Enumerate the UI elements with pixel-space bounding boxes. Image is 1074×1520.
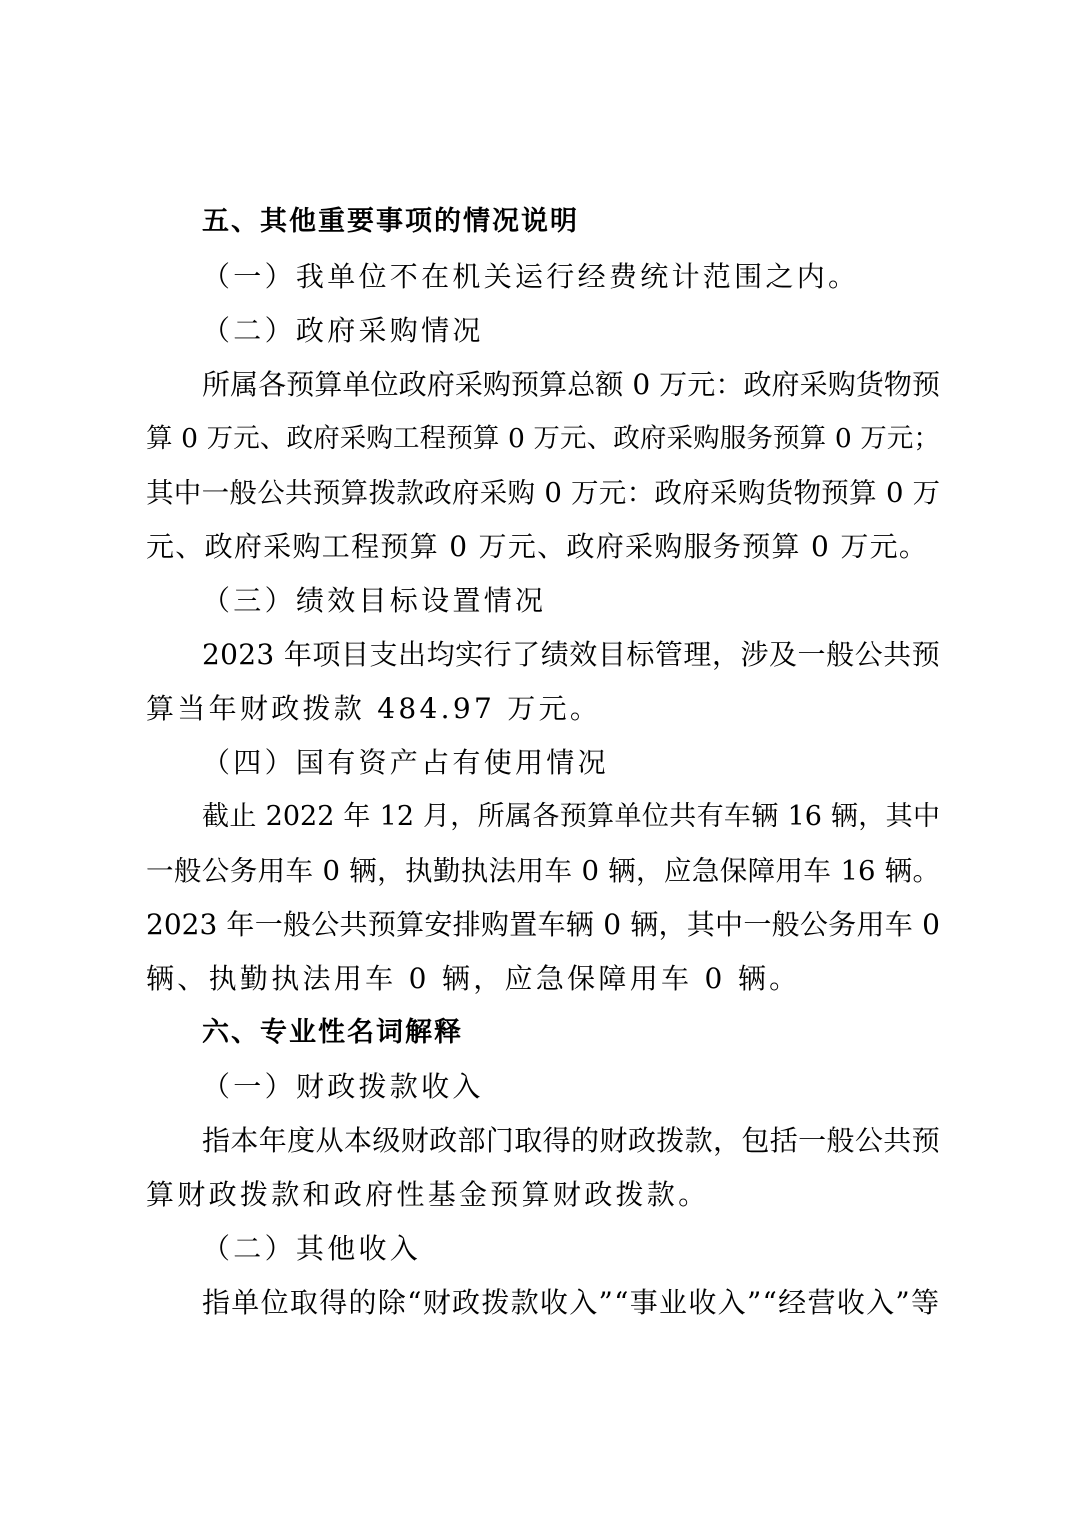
paragraph-line: 2023 年一般公共预算安排购置车辆 0 辆，其中一般公务用车 0 [146,908,940,941]
section-heading-terms: 六、专业性名词解释 [202,1017,463,1048]
paragraph-line: 算 0 万元、政府采购工程预算 0 万元、政府采购服务预算 0 万元； [146,423,940,454]
paragraph-line: 元、政府采购工程预算 0 万元、政府采购服务预算 0 万元。 [146,530,929,563]
subheading-other-income: （二）其他收入 [202,1232,422,1265]
paragraph-line: 2023 年项目支出均实行了绩效目标管理，涉及一般公共预 [202,638,940,671]
subheading-operating-expenses: （一）我单位不在机关运行经费统计范围之内。 [202,260,860,293]
paragraph-line: 算财政拨款和政府性基金预算财政拨款。 [146,1178,710,1211]
paragraph-line: 算当年财政拨款 484.97 万元。 [146,692,602,725]
section-heading-other-matters: 五、其他重要事项的情况说明 [202,206,579,237]
subheading-state-assets: （四）国有资产占有使用情况 [202,746,609,779]
paragraph-line: 指本年度从本级财政部门取得的财政拨款，包括一般公共预 [202,1124,940,1157]
paragraph-line: 其中一般公共预算拨款政府采购 0 万元：政府采购货物预算 0 万 [146,477,940,509]
paragraph-line: 所属各预算单位政府采购预算总额 0 万元：政府采购货物预 [202,368,940,401]
paragraph-line: 一般公务用车 0 辆，执勤执法用车 0 辆，应急保障用车 16 辆。 [146,855,940,887]
paragraph-line: 辆、执勤执法用车 0 辆，应急保障用车 0 辆。 [146,962,801,995]
subheading-fiscal-appropriation-income: （一）财政拨款收入 [202,1070,484,1103]
subheading-performance-targets: （三）绩效目标设置情况 [202,584,547,617]
subheading-government-procurement: （二）政府采购情况 [202,314,484,347]
paragraph-line: 截止 2022 年 12 月，所属各预算单位共有车辆 16 辆，其中 [202,801,940,832]
paragraph-line: 指单位取得的除“财政拨款收入”“事业收入”“经营收入”等 [202,1286,941,1319]
